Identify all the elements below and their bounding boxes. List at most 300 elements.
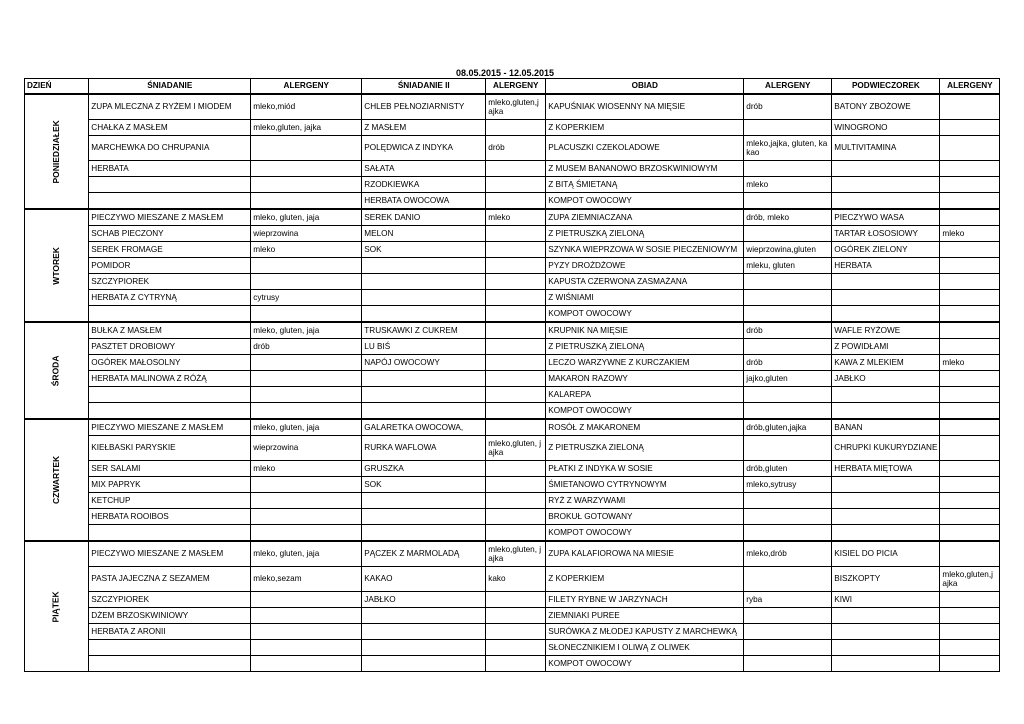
snack-cell: Z POWIDŁAMI: [832, 339, 940, 355]
second-breakfast-cell: CHLEB PEŁNOZIARNISTY: [362, 94, 486, 120]
day-name: PIĄTEK: [50, 590, 61, 623]
second-breakfast-cell: SOK: [362, 477, 486, 493]
table-row: [25, 161, 1000, 177]
day-block: [25, 322, 1000, 419]
table-row: [25, 640, 1000, 656]
second-breakfast-allergen-cell: [486, 624, 546, 640]
lunch-cell: Z PIETRUSZKĄ ZIELONĄ: [546, 339, 744, 355]
second-breakfast-allergen-cell: [486, 525, 546, 542]
breakfast-cell: KETCHUP: [89, 493, 251, 509]
snack-allergen-cell: mleko: [940, 355, 1000, 371]
lunch-cell: ZIEMNIAKI PUREE: [546, 608, 744, 624]
breakfast-cell: OGÓREK MAŁOSOLNY: [89, 355, 251, 371]
lunch-allergen-cell: [744, 608, 832, 624]
table-row: [25, 258, 1000, 274]
header-lunch-allergens: ALERGENY: [744, 79, 832, 95]
lunch-allergen-cell: jajko,gluten: [744, 371, 832, 387]
lunch-allergen-cell: [744, 624, 832, 640]
breakfast-allergen-cell: [251, 306, 362, 323]
second-breakfast-cell: [362, 640, 486, 656]
breakfast-cell: PASTA JAJECZNA Z SEZAMEM: [89, 567, 251, 592]
breakfast-cell: PIECZYWO MIESZANE Z MASŁEM: [89, 541, 251, 567]
second-breakfast-allergen-cell: [486, 355, 546, 371]
header-second-breakfast: ŚNIADANIE II: [362, 79, 486, 95]
lunch-allergen-cell: mleko: [744, 177, 832, 193]
table-row: [25, 290, 1000, 306]
lunch-allergen-cell: [744, 120, 832, 136]
breakfast-allergen-cell: mleko: [251, 461, 362, 477]
lunch-allergen-cell: [744, 436, 832, 461]
snack-cell: [832, 387, 940, 403]
snack-cell: [832, 290, 940, 306]
second-breakfast-cell: RZODKIEWKA: [362, 177, 486, 193]
breakfast-cell: SER SALAMI: [89, 461, 251, 477]
breakfast-cell: HERBATA Z CYTRYNĄ: [89, 290, 251, 306]
snack-cell: KISIEL DO PICIA: [832, 541, 940, 567]
lunch-allergen-cell: [744, 525, 832, 542]
lunch-allergen-cell: [744, 656, 832, 672]
lunch-allergen-cell: drób: [744, 94, 832, 120]
lunch-allergen-cell: mleku, gluten: [744, 258, 832, 274]
second-breakfast-allergen-cell: [486, 477, 546, 493]
second-breakfast-cell: [362, 306, 486, 323]
breakfast-allergen-cell: [251, 161, 362, 177]
second-breakfast-cell: [362, 509, 486, 525]
lunch-cell: ZUPA ZIEMNIACZANA: [546, 209, 744, 226]
snack-allergen-cell: [940, 608, 1000, 624]
second-breakfast-allergen-cell: [486, 656, 546, 672]
lunch-allergen-cell: mleko,drób: [744, 541, 832, 567]
breakfast-cell: HERBATA MALINOWA Z RÓŻĄ: [89, 371, 251, 387]
second-breakfast-allergen-cell: drób: [486, 136, 546, 161]
breakfast-allergen-cell: drób: [251, 339, 362, 355]
lunch-allergen-cell: [744, 161, 832, 177]
breakfast-cell: MARCHEWKA DO CHRUPANIA: [89, 136, 251, 161]
breakfast-cell: PIECZYWO MIESZANE Z MASŁEM: [89, 419, 251, 436]
snack-allergen-cell: [940, 136, 1000, 161]
table-row: [25, 525, 1000, 542]
second-breakfast-cell: SEREK DANIO: [362, 209, 486, 226]
second-breakfast-cell: NAPÓJ OWOCOWY: [362, 355, 486, 371]
second-breakfast-cell: [362, 608, 486, 624]
breakfast-allergen-cell: [251, 525, 362, 542]
breakfast-cell: KIEŁBASKI PARYSKIE: [89, 436, 251, 461]
second-breakfast-allergen-cell: [486, 493, 546, 509]
header-row: [25, 79, 1000, 95]
breakfast-allergen-cell: [251, 477, 362, 493]
breakfast-allergen-cell: [251, 177, 362, 193]
day-name-cell: [25, 322, 89, 419]
second-breakfast-cell: [362, 403, 486, 420]
snack-allergen-cell: [940, 371, 1000, 387]
snack-cell: [832, 509, 940, 525]
second-breakfast-cell: KAKAO: [362, 567, 486, 592]
lunch-cell: ROSÓŁ Z MAKARONEM: [546, 419, 744, 436]
snack-cell: TARTAR ŁOSOSIOWY: [832, 226, 940, 242]
lunch-allergen-cell: [744, 493, 832, 509]
snack-cell: [832, 193, 940, 210]
second-breakfast-allergen-cell: [486, 640, 546, 656]
snack-cell: KAWA Z MLEKIEM: [832, 355, 940, 371]
lunch-allergen-cell: drób, mleko: [744, 209, 832, 226]
snack-cell: [832, 525, 940, 542]
breakfast-allergen-cell: wieprzowina: [251, 226, 362, 242]
day-name-cell: [25, 419, 89, 541]
breakfast-allergen-cell: [251, 592, 362, 608]
second-breakfast-cell: PĄCZEK Z MARMOLADĄ: [362, 541, 486, 567]
snack-cell: BISZKOPTY: [832, 567, 940, 592]
second-breakfast-allergen-cell: [486, 177, 546, 193]
second-breakfast-cell: JABŁKO: [362, 592, 486, 608]
breakfast-cell: POMIDOR: [89, 258, 251, 274]
second-breakfast-allergen-cell: mleko,gluten,jajka: [486, 94, 546, 120]
second-breakfast-allergen-cell: [486, 509, 546, 525]
table-row: [25, 624, 1000, 640]
day-name-cell: [25, 209, 89, 322]
second-breakfast-allergen-cell: [486, 274, 546, 290]
lunch-allergen-cell: mleko,jajka, gluten, kakao: [744, 136, 832, 161]
lunch-cell: KOMPOT OWOCOWY: [546, 525, 744, 542]
second-breakfast-cell: [362, 290, 486, 306]
lunch-allergen-cell: wieprzowina,gluten: [744, 242, 832, 258]
breakfast-allergen-cell: mleko,sezam: [251, 567, 362, 592]
lunch-allergen-cell: [744, 387, 832, 403]
lunch-cell: PYZY DROŻDŻOWE: [546, 258, 744, 274]
day-block: [25, 541, 1000, 672]
breakfast-cell: [89, 193, 251, 210]
second-breakfast-allergen-cell: [486, 387, 546, 403]
breakfast-allergen-cell: [251, 274, 362, 290]
header-breakfast: ŚNIADANIE: [89, 79, 251, 95]
snack-cell: BANAN: [832, 419, 940, 436]
day-name-cell: [25, 541, 89, 672]
table-row: [25, 592, 1000, 608]
breakfast-allergen-cell: [251, 493, 362, 509]
snack-allergen-cell: [940, 509, 1000, 525]
table-row: [25, 94, 1000, 120]
breakfast-allergen-cell: [251, 608, 362, 624]
snack-allergen-cell: [940, 209, 1000, 226]
header-second-breakfast-allergens: ALERGENY: [486, 79, 546, 95]
lunch-allergen-cell: [744, 274, 832, 290]
second-breakfast-cell: MELON: [362, 226, 486, 242]
breakfast-cell: PASZTET DROBIOWY: [89, 339, 251, 355]
snack-cell: CHRUPKI KUKURYDZIANE: [832, 436, 940, 461]
second-breakfast-allergen-cell: [486, 322, 546, 339]
table-row: [25, 436, 1000, 461]
snack-cell: [832, 493, 940, 509]
lunch-cell: KAPUSTA CZERWONA ZASMAŻANA: [546, 274, 744, 290]
breakfast-cell: HERBATA: [89, 161, 251, 177]
table-row: [25, 193, 1000, 210]
snack-allergen-cell: [940, 322, 1000, 339]
lunch-allergen-cell: [744, 509, 832, 525]
second-breakfast-allergen-cell: [486, 306, 546, 323]
table-row: [25, 136, 1000, 161]
second-breakfast-cell: GALARETKA OWOCOWA,: [362, 419, 486, 436]
breakfast-cell: [89, 525, 251, 542]
snack-cell: [832, 656, 940, 672]
lunch-allergen-cell: [744, 339, 832, 355]
second-breakfast-cell: TRUSKAWKI Z CUKREM: [362, 322, 486, 339]
second-breakfast-cell: [362, 387, 486, 403]
lunch-cell: Z PIETRUSZKĄ ZIELONĄ: [546, 226, 744, 242]
snack-allergen-cell: [940, 258, 1000, 274]
snack-cell: WAFLE RYŻOWE: [832, 322, 940, 339]
lunch-cell: ZUPA KALAFIOROWA NA MIESIE: [546, 541, 744, 567]
lunch-allergen-cell: ryba: [744, 592, 832, 608]
breakfast-allergen-cell: wieprzowina: [251, 436, 362, 461]
second-breakfast-cell: [362, 525, 486, 542]
lunch-cell: Z WIŚNIAMI: [546, 290, 744, 306]
second-breakfast-cell: [362, 493, 486, 509]
day-block: [25, 419, 1000, 541]
lunch-cell: RYŻ Z WARZYWAMI: [546, 493, 744, 509]
table-row: [25, 355, 1000, 371]
menu-table: [24, 78, 1000, 672]
snack-allergen-cell: [940, 419, 1000, 436]
header-breakfast-allergens: ALERGENY: [251, 79, 362, 95]
table-row: [25, 387, 1000, 403]
table-row: [25, 656, 1000, 672]
lunch-cell: BROKUŁ GOTOWANY: [546, 509, 744, 525]
breakfast-allergen-cell: [251, 355, 362, 371]
second-breakfast-cell: [362, 656, 486, 672]
lunch-cell: KOMPOT OWOCOWY: [546, 193, 744, 210]
breakfast-allergen-cell: [251, 136, 362, 161]
lunch-cell: PLACUSZKI CZEKOLADOWE: [546, 136, 744, 161]
breakfast-allergen-cell: [251, 509, 362, 525]
snack-cell: [832, 477, 940, 493]
date-range: 08.05.2015 - 12.05.2015: [455, 68, 555, 78]
breakfast-allergen-cell: mleko,miód: [251, 94, 362, 120]
snack-allergen-cell: mleko,gluten,jajka: [940, 567, 1000, 592]
table-row: [25, 403, 1000, 420]
snack-allergen-cell: [940, 436, 1000, 461]
table-row: [25, 371, 1000, 387]
lunch-allergen-cell: [744, 193, 832, 210]
snack-cell: WINOGRONO: [832, 120, 940, 136]
lunch-cell: Z KOPERKIEM: [546, 567, 744, 592]
second-breakfast-allergen-cell: mleko: [486, 209, 546, 226]
lunch-allergen-cell: mleko,sytrusy: [744, 477, 832, 493]
breakfast-allergen-cell: mleko, gluten, jaja: [251, 209, 362, 226]
table-row: [25, 209, 1000, 226]
table-row: [25, 120, 1000, 136]
snack-cell: JABŁKO: [832, 371, 940, 387]
lunch-allergen-cell: [744, 306, 832, 323]
header-snack: PODWIECZOREK: [832, 79, 940, 95]
snack-allergen-cell: [940, 274, 1000, 290]
second-breakfast-cell: HERBATA OWOCOWA: [362, 193, 486, 210]
table-row: [25, 419, 1000, 436]
snack-allergen-cell: [940, 477, 1000, 493]
second-breakfast-allergen-cell: [486, 290, 546, 306]
day-block: [25, 209, 1000, 322]
lunch-allergen-cell: [744, 567, 832, 592]
snack-allergen-cell: [940, 640, 1000, 656]
breakfast-cell: DŻEM BRZOSKWINIOWY: [89, 608, 251, 624]
breakfast-cell: MIX PAPRYK: [89, 477, 251, 493]
snack-allergen-cell: [940, 161, 1000, 177]
day-name: PONIEDZIAŁEK: [50, 119, 61, 184]
snack-allergen-cell: [940, 94, 1000, 120]
breakfast-cell: BUŁKA Z MASŁEM: [89, 322, 251, 339]
second-breakfast-allergen-cell: [486, 258, 546, 274]
header-day: DZIEŃ: [25, 79, 89, 95]
table-row: [25, 567, 1000, 592]
breakfast-allergen-cell: cytrusy: [251, 290, 362, 306]
snack-cell: [832, 306, 940, 323]
second-breakfast-cell: SAŁATA: [362, 161, 486, 177]
second-breakfast-allergen-cell: mleko,gluten, jajka: [486, 541, 546, 567]
second-breakfast-cell: LU BIŚ: [362, 339, 486, 355]
snack-allergen-cell: [940, 177, 1000, 193]
breakfast-cell: HERBATA ROOIBOS: [89, 509, 251, 525]
breakfast-allergen-cell: [251, 656, 362, 672]
breakfast-cell: PIECZYWO MIESZANE Z MASŁEM: [89, 209, 251, 226]
table-row: [25, 509, 1000, 525]
lunch-cell: SURÓWKA Z MŁODEJ KAPUSTY Z MARCHEWKĄ: [546, 624, 744, 640]
snack-allergen-cell: [940, 624, 1000, 640]
second-breakfast-cell: Z MASŁEM: [362, 120, 486, 136]
snack-allergen-cell: [940, 306, 1000, 323]
lunch-cell: MAKARON RAZOWY: [546, 371, 744, 387]
lunch-allergen-cell: [744, 403, 832, 420]
second-breakfast-cell: GRUSZKA: [362, 461, 486, 477]
second-breakfast-allergen-cell: [486, 242, 546, 258]
snack-allergen-cell: [940, 461, 1000, 477]
table-row: [25, 306, 1000, 323]
breakfast-cell: [89, 403, 251, 420]
breakfast-cell: SZCZYPIOREK: [89, 592, 251, 608]
second-breakfast-allergen-cell: [486, 161, 546, 177]
snack-cell: [832, 608, 940, 624]
lunch-allergen-cell: drób: [744, 355, 832, 371]
snack-allergen-cell: [940, 403, 1000, 420]
breakfast-allergen-cell: mleko, gluten, jaja: [251, 541, 362, 567]
day-block: [25, 94, 1000, 209]
second-breakfast-cell: [362, 258, 486, 274]
snack-cell: HERBATA: [832, 258, 940, 274]
snack-allergen-cell: [940, 592, 1000, 608]
lunch-cell: Z BITĄ ŚMIETANĄ: [546, 177, 744, 193]
breakfast-cell: SEREK FROMAGE: [89, 242, 251, 258]
snack-allergen-cell: [940, 339, 1000, 355]
breakfast-allergen-cell: [251, 640, 362, 656]
table-row: [25, 608, 1000, 624]
snack-cell: [832, 403, 940, 420]
lunch-cell: FILETY RYBNE W JARZYNACH: [546, 592, 744, 608]
day-name: ŚRODA: [50, 355, 61, 386]
second-breakfast-allergen-cell: [486, 120, 546, 136]
snack-allergen-cell: [940, 525, 1000, 542]
lunch-allergen-cell: [744, 290, 832, 306]
snack-cell: [832, 640, 940, 656]
second-breakfast-allergen-cell: [486, 371, 546, 387]
table-row: [25, 461, 1000, 477]
breakfast-cell: ZUPA MLECZNA Z RYŻEM I MIODEM: [89, 94, 251, 120]
second-breakfast-cell: SOK: [362, 242, 486, 258]
snack-cell: [832, 161, 940, 177]
snack-allergen-cell: [940, 290, 1000, 306]
breakfast-allergen-cell: [251, 258, 362, 274]
second-breakfast-allergen-cell: [486, 461, 546, 477]
table-row: [25, 226, 1000, 242]
table-row: [25, 322, 1000, 339]
snack-cell: PIECZYWO WASA: [832, 209, 940, 226]
lunch-allergen-cell: drób,gluten: [744, 461, 832, 477]
breakfast-cell: [89, 387, 251, 403]
header-lunch: OBIAD: [546, 79, 744, 95]
lunch-cell: KOMPOT OWOCOWY: [546, 403, 744, 420]
snack-cell: BATONY ZBOŻOWE: [832, 94, 940, 120]
breakfast-cell: CHAŁKA Z MASŁEM: [89, 120, 251, 136]
table-row: [25, 177, 1000, 193]
breakfast-allergen-cell: [251, 371, 362, 387]
second-breakfast-allergen-cell: [486, 592, 546, 608]
snack-cell: [832, 177, 940, 193]
snack-allergen-cell: [940, 656, 1000, 672]
lunch-cell: PŁATKI Z INDYKA W SOSIE: [546, 461, 744, 477]
breakfast-allergen-cell: [251, 624, 362, 640]
second-breakfast-allergen-cell: [486, 193, 546, 210]
lunch-cell: KRUPNIK NA MIĘSIE: [546, 322, 744, 339]
lunch-allergen-cell: [744, 226, 832, 242]
breakfast-cell: SCHAB PIECZONY: [89, 226, 251, 242]
breakfast-allergen-cell: mleko,gluten, jajka: [251, 120, 362, 136]
lunch-allergen-cell: drób: [744, 322, 832, 339]
table-row: [25, 541, 1000, 567]
table-row: [25, 339, 1000, 355]
second-breakfast-cell: POLĘDWICA Z INDYKA: [362, 136, 486, 161]
table-row: [25, 493, 1000, 509]
second-breakfast-allergen-cell: [486, 608, 546, 624]
snack-cell: HERBATA MIĘTOWA: [832, 461, 940, 477]
day-name: WTOREK: [50, 246, 61, 285]
snack-cell: [832, 274, 940, 290]
breakfast-allergen-cell: [251, 403, 362, 420]
day-name: CZWARTEK: [50, 455, 61, 505]
header-snack-allergens: ALERGENY: [940, 79, 1000, 95]
second-breakfast-allergen-cell: mleko,gluten, jajka: [486, 436, 546, 461]
snack-allergen-cell: mleko: [940, 226, 1000, 242]
breakfast-cell: [89, 177, 251, 193]
lunch-cell: Z PIETRUSZKA ZIELONĄ: [546, 436, 744, 461]
snack-allergen-cell: [940, 387, 1000, 403]
second-breakfast-cell: [362, 371, 486, 387]
day-name-cell: [25, 94, 89, 209]
lunch-cell: SŁONECZNIKIEM I OLIWĄ Z OLIWEK: [546, 640, 744, 656]
breakfast-allergen-cell: [251, 387, 362, 403]
snack-allergen-cell: [940, 493, 1000, 509]
breakfast-allergen-cell: mleko: [251, 242, 362, 258]
breakfast-cell: [89, 640, 251, 656]
lunch-allergen-cell: [744, 640, 832, 656]
second-breakfast-allergen-cell: [486, 419, 546, 436]
snack-cell: [832, 624, 940, 640]
table-row: [25, 274, 1000, 290]
lunch-cell: SZYNKA WIEPRZOWA W SOSIE PIECZENIOWYM: [546, 242, 744, 258]
second-breakfast-cell: RURKA WAFLOWA: [362, 436, 486, 461]
lunch-cell: KALAREPA: [546, 387, 744, 403]
second-breakfast-cell: [362, 624, 486, 640]
breakfast-cell: [89, 656, 251, 672]
breakfast-allergen-cell: [251, 193, 362, 210]
breakfast-cell: SZCZYPIOREK: [89, 274, 251, 290]
second-breakfast-allergen-cell: [486, 403, 546, 420]
second-breakfast-allergen-cell: [486, 226, 546, 242]
